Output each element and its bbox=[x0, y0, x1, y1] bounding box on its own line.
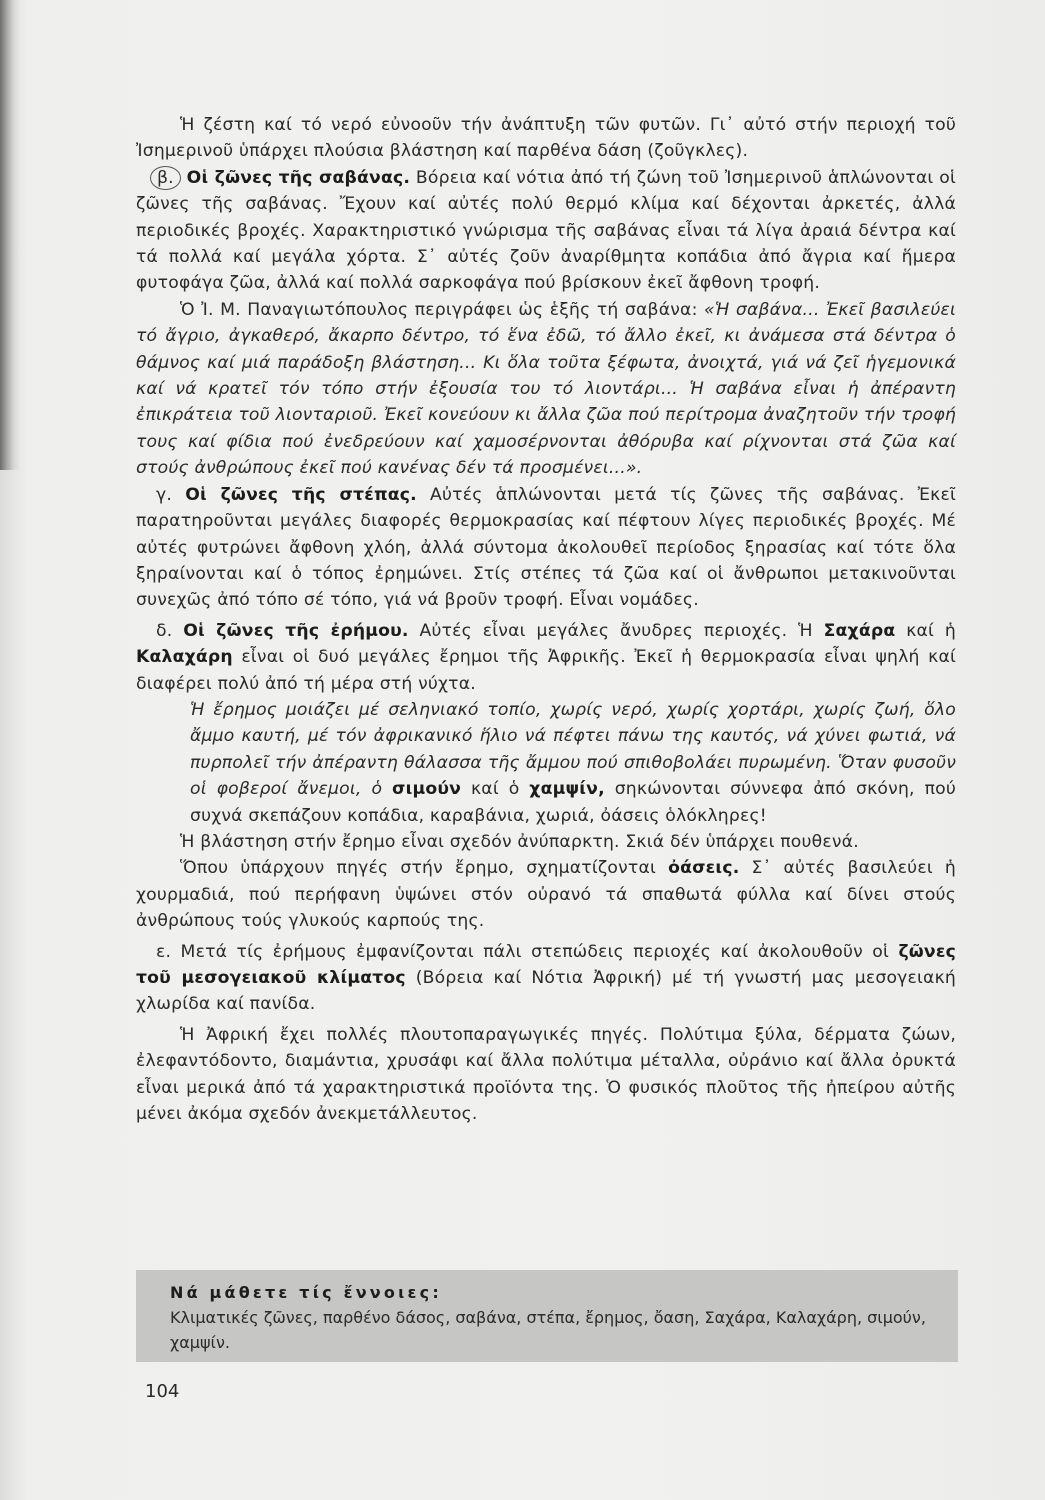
savanna-paragraph bbox=[136, 165, 956, 297]
steppe-paragraph bbox=[136, 482, 956, 614]
oasis-paragraph bbox=[136, 855, 956, 934]
resources-paragraph: Ἡ Ἀφρική ἔχει πολλές πλουτοπαραγωγικές πηγές. Πολύτιμα ξύλα, δέρματα ζώων, ἐλεφαντόδοντο, διαμάντια, χρυσάφι καί ἄλλα πολύτιμα μέταλλα, οὐράνιο καί ἄλλα ὀρυκτά εἶναι μερικά ἀπό τά χαρακτηριστικά προϊόντα της. Ὁ φυσικός πλοῦτος τῆς ἠπείρου αὐτῆς μένει ἀκόμα σχεδόν ἀνεκμετάλλευτος. bbox=[136, 1024, 956, 1125]
mediterranean-paragraph bbox=[136, 939, 956, 1018]
desert-text-b: καί ἡ bbox=[895, 620, 957, 641]
simoun-term: σιμούν bbox=[392, 779, 462, 800]
desert-text-a: Αὐτές εἶναι μεγάλες ἄνυδρες περιοχές. Ἡ bbox=[408, 620, 824, 641]
sahara-term: Σαχάρα bbox=[823, 620, 896, 641]
mediterranean-section-label: ε. bbox=[156, 941, 172, 962]
concepts-box bbox=[136, 1270, 958, 1362]
savanna-section-label: β. bbox=[150, 166, 181, 190]
oasis-term: ὀάσεις. bbox=[668, 858, 740, 879]
desert-quote-and: καί ὁ bbox=[461, 779, 530, 800]
page-binding-shadow bbox=[0, 0, 20, 470]
mediterranean-text-a: Μετά τίς ἐρήμους ἐμφανίζονται πάλι στεπώδεις περιοχές καί ἀκολουθοῦν οἱ bbox=[171, 941, 899, 962]
savanna-quote-lead: Ὁ Ἰ. Μ. Παναγιωτόπουλος περιγράφει ὡς ἑξῆς τή σαβάνα: bbox=[180, 299, 705, 320]
desert-quote-paragraph bbox=[136, 697, 956, 829]
savanna-heading: Οἱ ζῶνες τῆς σαβάνας. bbox=[186, 167, 411, 188]
steppe-text: Αὐτές ἁπλώνονται μετά τίς ζῶνες τῆς σαβάνας. Ἐκεῖ παρατηροῦνται μεγάλες διαφορές θερμοκρασίας καί πέφτουν λίγες περιοδικές βροχές. Μέ αὐτές φυτρώνει ἄφθονη χλόη, ἀλλά σύντομα ἀκολουθεῖ περίοδος ξηρασίας καί τότε ὅλα ξηραίνονται καί ὁ τόπος ἐρημώνει. Στίς στέπες τά ζῶα καί οἱ ἄνθρωποι μετακινοῦνται συνεχῶς ἀπό τόπο σέ τόπο, γιά νά βροῦν τροφή. Εἶναι νομάδες. bbox=[136, 484, 956, 611]
desert-quote-end: σηκώνονται σύννεφα ἀπό σκόνη, πού συχνά σκεπάζουν κοπάδια, καραβάνια, χωριά, ὀάσεις ὁλόκληρες! bbox=[190, 779, 956, 826]
steppe-heading: Οἱ ζῶνες τῆς στέπας. bbox=[185, 484, 417, 505]
savanna-quote: «Ἡ σαβάνα... Ἐκεῖ βασιλεύει τό ἄγριο, ἀγκαθερό, ἄκαρπο δέντρο, τό ἕνα ἐδῶ, τό ἄλλο ἐκεῖ, κι ἀνάμεσα στά δέντρα ὁ θάμνος καί μιά παράδοξη βλάστηση... Κι ὅλα τοῦτα ξέφωτα, ἀνοιχτά, γιά νά ζεῖ ἡγεμονικά καί νά κρατεῖ τόν τόπο στήν ἐξουσία του τό λιοντάρι... Ἡ σαβάνα εἶναι ἡ ἀπέραντη ἐπικράτεια τοῦ λιονταριοῦ. Ἐκεῖ κονεύουν κι ἄλλα ζῶα πού περίτρομα ἀναζητοῦν τήν τροφή τους καί φίδια πού ἐνεδρεύουν καί χαμοσέρνονται ἀθόρυβα καί ρίχνονται στά ζῶα καί στούς ἀνθρώπους ἐκεῖ πού κανένας δέν τά προσμένει...». bbox=[136, 299, 956, 479]
page-body bbox=[136, 112, 956, 1127]
mediterranean-heading: ζῶνες τοῦ μεσογειακοῦ κλίματος bbox=[136, 941, 956, 988]
desert-section-label: δ. bbox=[156, 620, 173, 641]
oasis-text-a: Ὅπου ὑπάρχουν πηγές στήν ἔρημο, σχηματίζονται bbox=[180, 858, 669, 879]
kalahari-term: Καλαχάρη bbox=[136, 647, 233, 668]
desert-heading: Οἱ ζῶνες τῆς ἐρήμου. bbox=[183, 620, 409, 641]
page-number: 104 bbox=[145, 1381, 180, 1402]
desert-text-c: εἶναι οἱ δυό μεγάλες ἔρημοι τῆς Ἀφρικῆς. Ἐκεῖ ἡ θερμοκρασία εἶναι ψηλή καί διαφέρει πολύ ἀπό τή μέρα στή νύχτα. bbox=[136, 647, 956, 694]
savanna-quote-paragraph bbox=[136, 297, 956, 482]
mediterranean-text-b: (Βόρεια καί Νότια Ἀφρική) μέ τή γνωστή μας μεσογειακή χλωρίδα καί πανίδα. bbox=[136, 968, 956, 1015]
desert-quote: Ἡ ἔρημος μοιάζει μέ σεληνιακό τοπίο, χωρίς νερό, χωρίς χορτάρι, χωρίς ζωή, ὅλο ἄμμο καυτή, μέ τόν ἀφρικανικό ἥλιο νά πέφτει πάνω της καυτός, νά χύνει φωτιά, νά πυρπολεῖ τήν ἀπέραντη θάλασσα τῆς ἄμμου πού σπιθοβολάει πυρωμένη. Ὅταν φυσοῦν οἱ φοβεροί ἄνεμοι, ὁ bbox=[190, 699, 956, 800]
savanna-text: Βόρεια καί νότια ἀπό τή ζώνη τοῦ Ἰσημερινοῦ ἁπλώνονται οἱ ζῶνες τῆς σαβάνας. Ἔχουν καί αὐτές πολύ θερμό κλίμα καί δέχονται ἀρκετές, ἀλλά περιοδικές βροχές. Χαρακτηριστικό γνώρισμα τῆς σαβάνας εἶναι τά λίγα ἀραιά δέντρα καί τά πολλά καί μεγάλα χόρτα. Σ᾽ αὐτές ζοῦν ἀναρίθμητα κοπάδια ἀπό ἄγρια καί ἥμερα φυτοφάγα ζῶα, ἀλλά καί πολλά σαρκοφάγα πού βρίσκουν ἐκεῖ ἄφθονη τροφή. bbox=[136, 167, 956, 294]
desert-vegetation-paragraph: Ἡ βλάστηση στήν ἔρημο εἶναι σχεδόν ἀνύπαρκτη. Σκιά δέν ὑπάρχει πουθενά. bbox=[180, 831, 859, 852]
khamsin-term: χαμψίν, bbox=[529, 779, 605, 800]
concepts-title: Νά μάθετε τίς ἔννοιες: bbox=[170, 1283, 442, 1302]
concepts-terms: Κλιματικές ζῶνες, παρθένο δάσος, σαβάνα, στέπα, ἔρημος, ὄαση, Σαχάρα, Καλαχάρη, σιμούν, χαμψίν. bbox=[170, 1308, 926, 1352]
desert-paragraph bbox=[136, 618, 956, 697]
oasis-text-b: Σ᾽ αὐτές βασιλεύει ἡ χουρμαδιά, πού περήφανη ὑψώνει στόν οὐρανό τά σπαθωτά φύλλα καί δίνει στούς ἀνθρώπους τούς γλυκούς καρπούς της. bbox=[136, 858, 956, 932]
steppe-section-label: γ. bbox=[156, 484, 173, 505]
intro-paragraph: Ἡ ζέστη καί τό νερό εὐνοοῦν τήν ἀνάπτυξη τῶν φυτῶν. Γι᾽ αὐτό στήν περιοχή τοῦ Ἰσημερινοῦ ὑπάρχει πλούσια βλάστηση καί παρθένα δάση (ζοῦγκλες). bbox=[136, 115, 956, 162]
